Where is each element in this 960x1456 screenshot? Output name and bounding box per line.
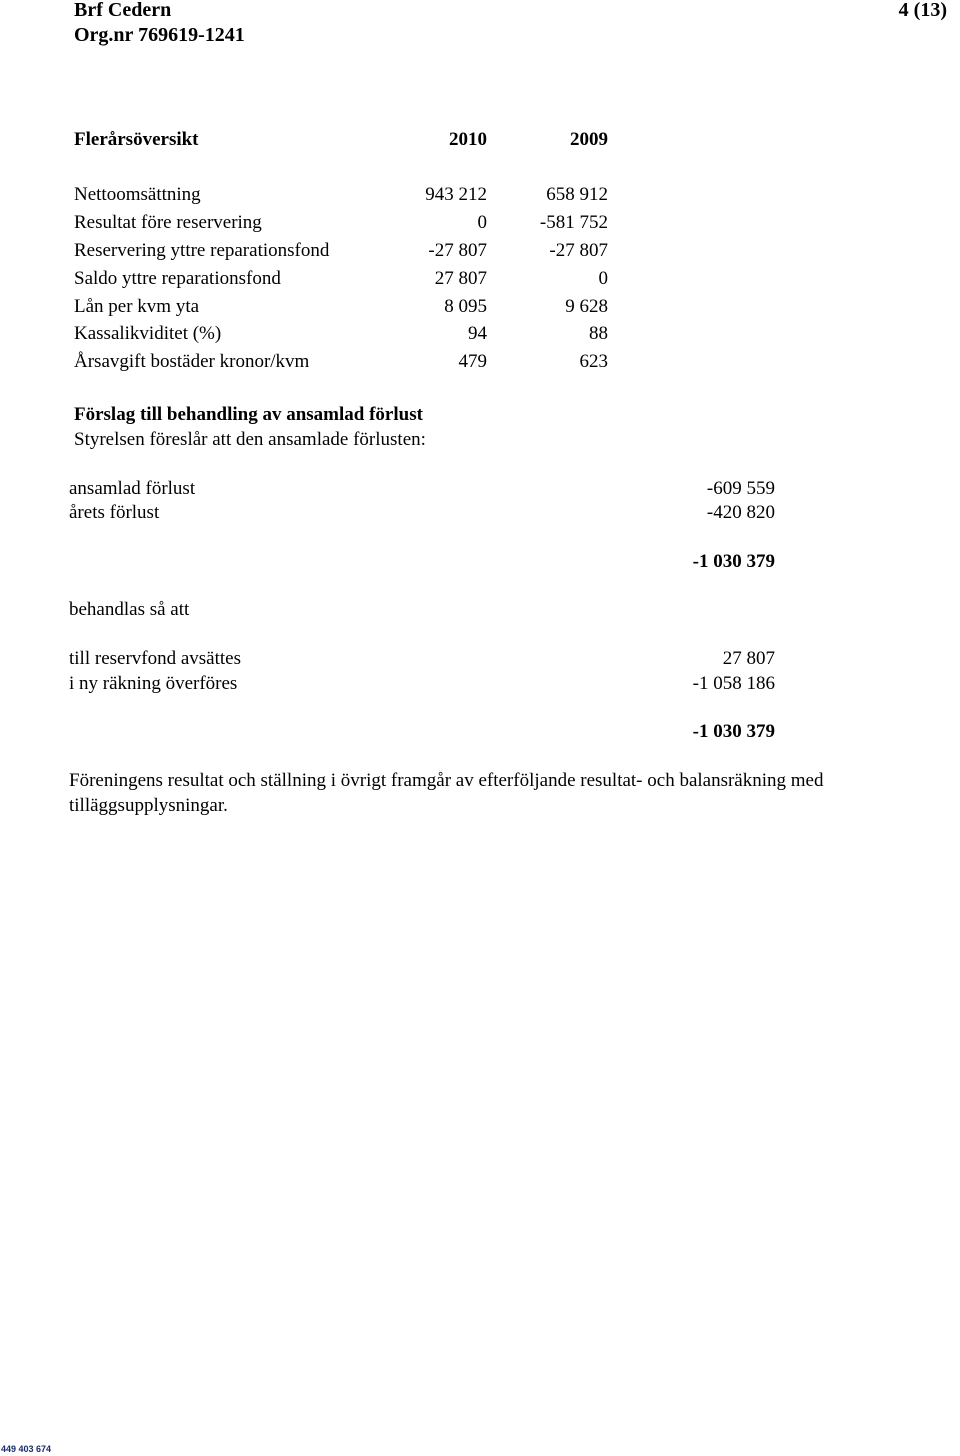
- proposal-item-value: -609 559: [706, 478, 775, 499]
- proposal-intro: Styrelsen föreslår att den ansamlade förlusten:: [74, 429, 426, 450]
- proposal-total-1: -1 030 379: [692, 551, 775, 572]
- company-name: Brf Cedern: [74, 0, 172, 21]
- document-code: 449 403 674: [1, 1444, 52, 1454]
- overview-row-2010: 479: [458, 351, 487, 372]
- org-number: Org.nr 769619-1241: [74, 24, 245, 46]
- overview-row-2009: 88: [589, 323, 608, 344]
- overview-row-2010: 27 807: [434, 268, 487, 289]
- overview-row-2009: -581 752: [539, 212, 608, 233]
- overview-row-2009: 623: [579, 351, 608, 372]
- overview-row-2010: 94: [468, 323, 487, 344]
- overview-row-label: Lån per kvm yta: [74, 296, 200, 317]
- proposal-item-label: årets förlust: [69, 502, 160, 523]
- proposal-item-value: -420 820: [706, 502, 775, 523]
- overview-row-2009: -27 807: [549, 240, 608, 261]
- overview-row-2010: 8 095: [444, 296, 487, 317]
- closing-line-2: tilläggsupplysningar.: [69, 795, 228, 816]
- page-number: 4 (13): [898, 0, 947, 21]
- overview-row-label: Nettoomsättning: [74, 184, 201, 205]
- treat-item-label: i ny räkning överföres: [69, 673, 238, 694]
- treat-item-value: 27 807: [722, 648, 775, 669]
- overview-row-label: Årsavgift bostäder kronor/kvm: [74, 351, 310, 372]
- overview-row-label: Reservering yttre reparationsfond: [74, 240, 330, 261]
- closing-line-1: Föreningens resultat och ställning i övrigt framgår av efterföljande resultat- och balansräkning med: [69, 770, 824, 791]
- proposal-title: Förslag till behandling av ansamlad förlust: [74, 404, 423, 425]
- treat-label: behandlas så att: [69, 599, 190, 620]
- overview-title: Flerårsöversikt: [74, 129, 199, 150]
- overview-year-2009: 2009: [570, 129, 608, 150]
- overview-row-2010: 943 212: [425, 184, 487, 205]
- treat-item-label: till reservfond avsättes: [69, 648, 242, 669]
- treat-item-value: -1 058 186: [692, 673, 775, 694]
- overview-year-2010: 2010: [449, 129, 487, 150]
- overview-row-2009: 0: [598, 268, 608, 289]
- overview-row-label: Saldo yttre reparationsfond: [74, 268, 281, 289]
- proposal-total-2: -1 030 379: [692, 721, 775, 742]
- overview-row-2009: 9 628: [565, 296, 608, 317]
- overview-row-label: Kassalikviditet (%): [74, 323, 222, 344]
- overview-row-2009: 658 912: [546, 184, 608, 205]
- proposal-item-label: ansamlad förlust: [69, 478, 196, 499]
- overview-row-label: Resultat före reservering: [74, 212, 262, 233]
- overview-row-2010: -27 807: [428, 240, 487, 261]
- overview-row-2010: 0: [477, 212, 487, 233]
